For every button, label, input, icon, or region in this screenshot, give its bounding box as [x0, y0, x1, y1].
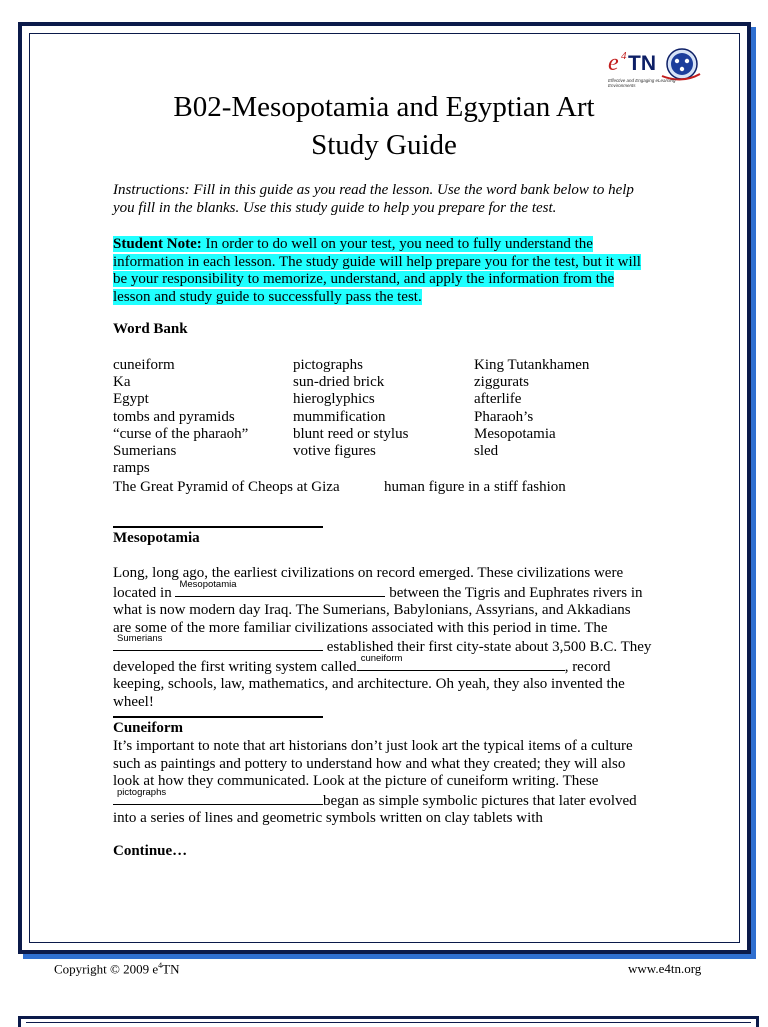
- word-bank-item: votive figures: [293, 443, 376, 459]
- fill-blank-4[interactable]: [113, 786, 323, 811]
- word-bank-item: The Great Pyramid of Cheops at Giza: [113, 479, 340, 495]
- line: are some of the more familiar civilizations associated with this period in time. The: [113, 619, 608, 636]
- line: [113, 786, 673, 811]
- footer-copyright: [54, 961, 179, 977]
- word-bank-item: hieroglyphics: [293, 391, 375, 407]
- copyright-brand: TN: [162, 961, 180, 977]
- line: such as paintings and pottery to understand how and what they created; they will also: [113, 755, 626, 772]
- word-bank-item: “curse of the pharaoh”: [113, 426, 249, 442]
- next-page-frame-edge: [18, 1016, 759, 1027]
- mesopotamia-paragraph: [113, 565, 673, 711]
- word-bank-item: human figure in a stiff fashion: [384, 479, 566, 495]
- footer-url[interactable]: www.e4tn.org: [628, 961, 702, 976]
- word-bank-item: mummification: [293, 409, 386, 425]
- line: what is now modern day Iraq. The Sumerians, Babylonians, Assyrians, and Akkadians: [113, 602, 631, 618]
- title-line-2: Study Guide: [311, 129, 457, 161]
- word-bank-item: afterlife: [474, 391, 522, 407]
- student-note-text: In order to do well on your test, you need to fully understand the information in each lesson. The study guide will help prepare you for the test, but it will be your responsibility to memorize, understand, and apply the information from the lesson and study guide to successfully pass the test.: [113, 236, 641, 305]
- line: look at how they communicated. Look at the picture of cuneiform writing. These: [113, 773, 599, 789]
- fill-value: Sumerians: [117, 633, 163, 644]
- text: began as simple symbolic pictures that later evolved: [323, 792, 637, 809]
- word-bank-item: Mesopotamia: [474, 426, 556, 442]
- word-bank-item: Ka: [113, 374, 131, 390]
- svg-text:e: e: [608, 50, 619, 76]
- fill-blank-1[interactable]: [175, 578, 385, 603]
- fill-blank-2[interactable]: [113, 633, 323, 657]
- fill-value: Mesopotamia: [179, 578, 237, 590]
- line: keeping, schools, law, mathematics, and architecture. Oh yeah, they also invented the: [113, 676, 625, 692]
- word-bank-item: ziggurats: [474, 374, 529, 390]
- fill-blank-3[interactable]: [357, 652, 565, 677]
- word-bank-item: Egypt: [113, 391, 149, 407]
- text: established their first city-state about 3,500 B.C. They: [323, 639, 652, 655]
- text: located in: [113, 584, 176, 601]
- word-bank-heading: Word Bank: [113, 321, 188, 337]
- page-title: [94, 88, 674, 164]
- word-bank-item: Pharaoh’s: [474, 409, 534, 425]
- fill-value: pictographs: [117, 786, 167, 798]
- line: Long, long ago, the earliest civilizations on record emerged. These civilizations were: [113, 565, 624, 581]
- svg-text:TN: TN: [628, 52, 656, 75]
- text: between the Tigris and Euphrates rivers in: [385, 584, 643, 601]
- section-rule: [113, 716, 323, 718]
- title-line-1: B02-Mesopotamia and Egyptian Art: [173, 91, 595, 123]
- line: It’s important to note that art historians don’t just look art the typical items of a culture: [113, 738, 633, 754]
- line: [113, 652, 673, 677]
- word-bank-item: tombs and pyramids: [113, 409, 235, 425]
- line: wheel!: [113, 693, 154, 710]
- copyright-text: Copyright © 2009 e: [54, 961, 159, 977]
- text: developed the first writing system called: [113, 658, 357, 675]
- word-bank-item: pictographs: [293, 357, 363, 373]
- text: , record: [564, 658, 611, 675]
- line: [113, 578, 673, 603]
- copyright-sup: 4: [158, 961, 163, 970]
- word-bank-item: cuneiform: [113, 357, 175, 373]
- student-note: [113, 236, 653, 306]
- word-bank-item: ramps: [113, 460, 150, 476]
- cuneiform-paragraph: [113, 738, 673, 828]
- fill-value: cuneiform: [360, 652, 403, 664]
- section-rule: [113, 526, 323, 528]
- mesopotamia-heading: Mesopotamia: [113, 530, 200, 546]
- continue-label: Continue…: [113, 843, 188, 859]
- cuneiform-heading: Cuneiform: [113, 720, 183, 736]
- word-bank-item: sun-dried brick: [293, 374, 385, 390]
- svg-text:4: 4: [621, 50, 627, 62]
- instructions: Instructions: Fill in this guide as you read the lesson. Use the word bank below to help you fill in the blanks. Use this study guide to help you prepare for the test.: [113, 182, 634, 216]
- word-bank-item: sled: [474, 443, 499, 459]
- logo-tagline: Effective and Engaging eLearning Environments: [608, 78, 676, 88]
- word-bank-item: Sumerians: [113, 443, 177, 459]
- word-bank-item: blunt reed or stylus: [293, 426, 409, 442]
- student-note-label: Student Note:: [113, 236, 202, 252]
- line: into a series of lines and geometric symbols written on clay tablets with: [113, 810, 543, 826]
- word-bank-item: King Tutankhamen: [474, 357, 590, 373]
